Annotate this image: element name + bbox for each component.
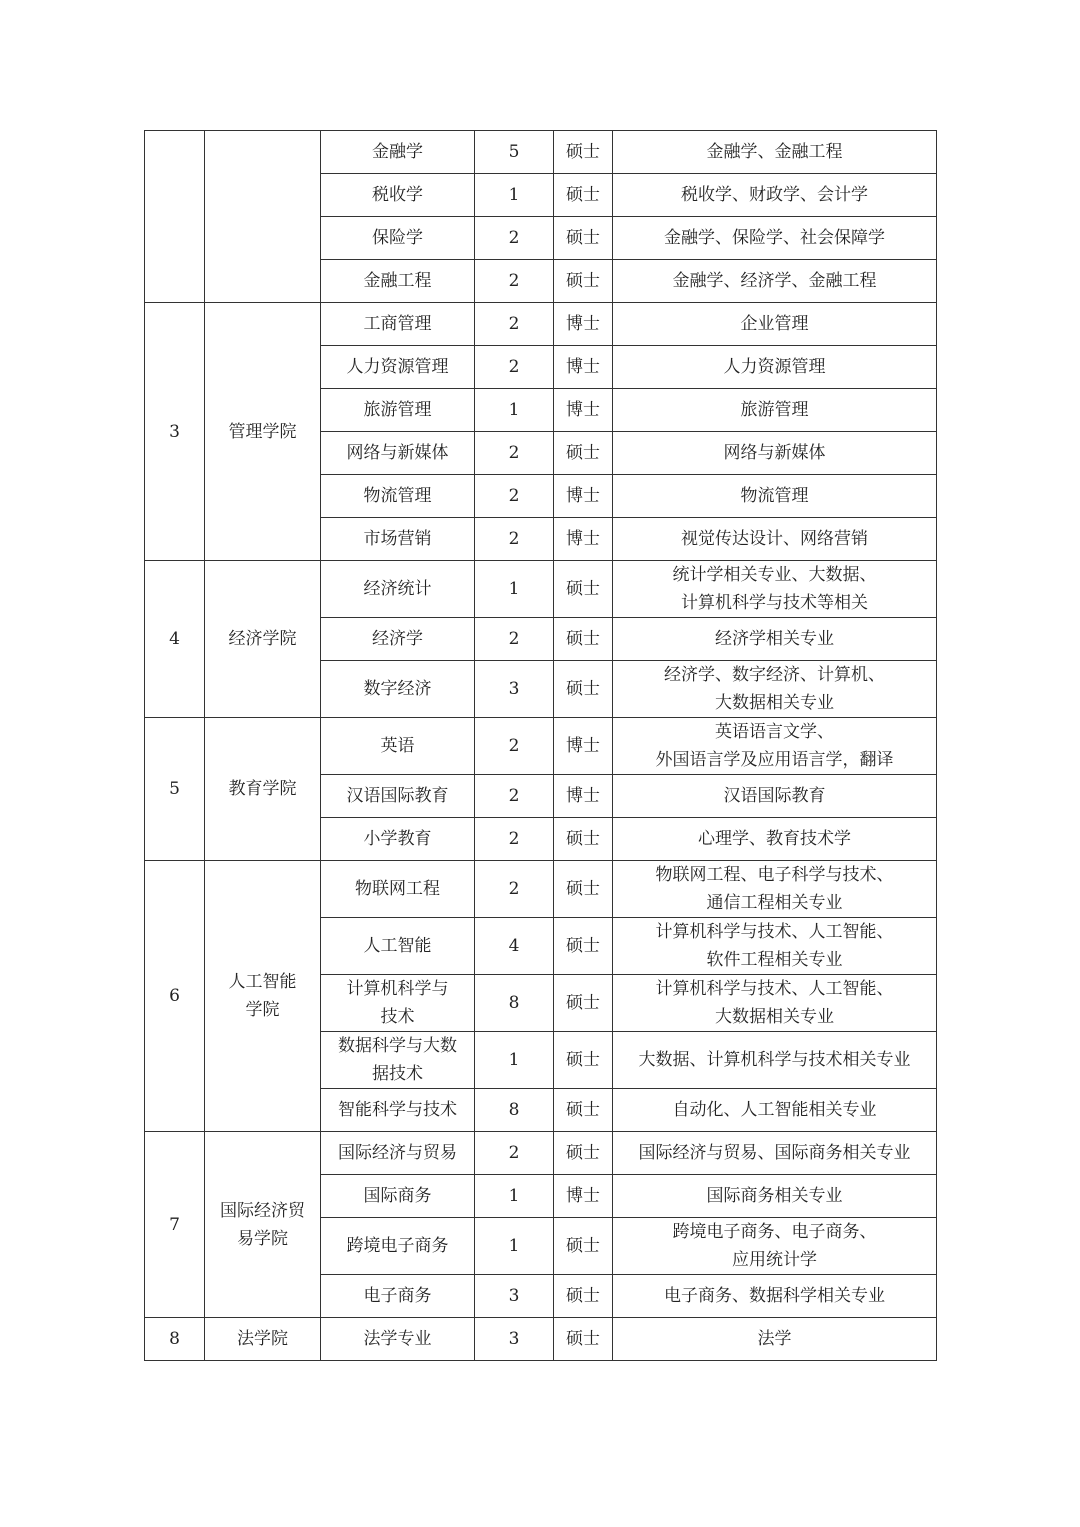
- degree-cell: 硕士: [554, 217, 613, 260]
- major-cell: 工商管理: [321, 303, 475, 346]
- count-cell: 3: [475, 1275, 554, 1318]
- degree-cell: 博士: [554, 303, 613, 346]
- degree-cell: 硕士: [554, 131, 613, 174]
- count-cell: 2: [475, 775, 554, 818]
- count-cell: 3: [475, 661, 554, 718]
- count-cell: 1: [475, 561, 554, 618]
- major-cell: 物流管理: [321, 475, 475, 518]
- major-cell: 英语: [321, 718, 475, 775]
- degree-cell: 硕士: [554, 1318, 613, 1361]
- degree-cell: 博士: [554, 346, 613, 389]
- major-cell: 数据科学与大数 据技术: [321, 1032, 475, 1089]
- count-cell: 2: [475, 818, 554, 861]
- count-cell: 2: [475, 518, 554, 561]
- table-row: [145, 303, 937, 346]
- major-cell: 跨境电子商务: [321, 1218, 475, 1275]
- requirement-cell: 汉语国际教育: [613, 775, 937, 818]
- count-cell: 5: [475, 131, 554, 174]
- college-cell: 经济学院: [205, 561, 321, 718]
- count-cell: 2: [475, 475, 554, 518]
- count-cell: 2: [475, 618, 554, 661]
- requirement-cell: 人力资源管理: [613, 346, 937, 389]
- requirement-cell: 计算机科学与技术、人工智能、 软件工程相关专业: [613, 918, 937, 975]
- major-cell: 智能科学与技术: [321, 1089, 475, 1132]
- count-cell: 2: [475, 217, 554, 260]
- group-number-cell: 3: [145, 303, 205, 561]
- table-row: [145, 131, 937, 174]
- requirement-cell: 跨境电子商务、电子商务、 应用统计学: [613, 1218, 937, 1275]
- major-cell: 网络与新媒体: [321, 432, 475, 475]
- major-cell: 小学教育: [321, 818, 475, 861]
- college-cell: 管理学院: [205, 303, 321, 561]
- degree-cell: 硕士: [554, 260, 613, 303]
- requirement-cell: 英语语言文学、 外国语言学及应用语言学，翻译: [613, 718, 937, 775]
- requirement-cell: 网络与新媒体: [613, 432, 937, 475]
- group-number-cell: 4: [145, 561, 205, 718]
- degree-cell: 硕士: [554, 861, 613, 918]
- degree-cell: 硕士: [554, 918, 613, 975]
- major-cell: 市场营销: [321, 518, 475, 561]
- count-cell: 3: [475, 1318, 554, 1361]
- group-number-cell: 8: [145, 1318, 205, 1361]
- degree-cell: 硕士: [554, 661, 613, 718]
- group-number-cell: [145, 131, 205, 303]
- requirement-cell: 企业管理: [613, 303, 937, 346]
- requirement-cell: 物联网工程、电子科学与技术、 通信工程相关专业: [613, 861, 937, 918]
- major-cell: 计算机科学与 技术: [321, 975, 475, 1032]
- college-cell: 国际经济贸 易学院: [205, 1132, 321, 1318]
- group-number-cell: 6: [145, 861, 205, 1132]
- table-row: [145, 718, 937, 775]
- table-row: [145, 1318, 937, 1361]
- group-number-cell: 5: [145, 718, 205, 861]
- requirement-cell: 税收学、财政学、会计学: [613, 174, 937, 217]
- table-row: [145, 561, 937, 618]
- major-cell: 法学专业: [321, 1318, 475, 1361]
- requirement-cell: 大数据、计算机科学与技术相关专业: [613, 1032, 937, 1089]
- requirement-cell: 电子商务、数据科学相关专业: [613, 1275, 937, 1318]
- degree-cell: 硕士: [554, 618, 613, 661]
- group-number-cell: 7: [145, 1132, 205, 1318]
- degree-cell: 博士: [554, 1175, 613, 1218]
- degree-cell: 硕士: [554, 1218, 613, 1275]
- recruitment-table: [144, 130, 937, 1361]
- count-cell: 4: [475, 918, 554, 975]
- degree-cell: 硕士: [554, 818, 613, 861]
- requirement-cell: 计算机科学与技术、人工智能、 大数据相关专业: [613, 975, 937, 1032]
- count-cell: 1: [475, 389, 554, 432]
- major-cell: 人力资源管理: [321, 346, 475, 389]
- requirement-cell: 自动化、人工智能相关专业: [613, 1089, 937, 1132]
- degree-cell: 博士: [554, 775, 613, 818]
- college-cell: 法学院: [205, 1318, 321, 1361]
- degree-cell: 硕士: [554, 1275, 613, 1318]
- major-cell: 经济学: [321, 618, 475, 661]
- major-cell: 国际经济与贸易: [321, 1132, 475, 1175]
- count-cell: 2: [475, 260, 554, 303]
- count-cell: 1: [475, 1175, 554, 1218]
- requirement-cell: 国际经济与贸易、国际商务相关专业: [613, 1132, 937, 1175]
- degree-cell: 博士: [554, 475, 613, 518]
- degree-cell: 硕士: [554, 975, 613, 1032]
- table-row: [145, 1132, 937, 1175]
- count-cell: 1: [475, 1032, 554, 1089]
- table-row: [145, 861, 937, 918]
- major-cell: 汉语国际教育: [321, 775, 475, 818]
- college-cell: 人工智能 学院: [205, 861, 321, 1132]
- requirement-cell: 旅游管理: [613, 389, 937, 432]
- requirement-cell: 金融学、保险学、社会保障学: [613, 217, 937, 260]
- degree-cell: 硕士: [554, 1089, 613, 1132]
- count-cell: 1: [475, 1218, 554, 1275]
- college-cell: 教育学院: [205, 718, 321, 861]
- major-cell: 物联网工程: [321, 861, 475, 918]
- requirement-cell: 经济学相关专业: [613, 618, 937, 661]
- degree-cell: 硕士: [554, 1032, 613, 1089]
- college-cell: [205, 131, 321, 303]
- degree-cell: 硕士: [554, 561, 613, 618]
- degree-cell: 硕士: [554, 174, 613, 217]
- count-cell: 8: [475, 975, 554, 1032]
- degree-cell: 博士: [554, 518, 613, 561]
- major-cell: 国际商务: [321, 1175, 475, 1218]
- requirement-cell: 金融学、金融工程: [613, 131, 937, 174]
- major-cell: 旅游管理: [321, 389, 475, 432]
- requirement-cell: 物流管理: [613, 475, 937, 518]
- requirement-cell: 经济学、数字经济、计算机、 大数据相关专业: [613, 661, 937, 718]
- major-cell: 金融工程: [321, 260, 475, 303]
- major-cell: 保险学: [321, 217, 475, 260]
- degree-cell: 博士: [554, 389, 613, 432]
- requirement-cell: 法学: [613, 1318, 937, 1361]
- count-cell: 2: [475, 1132, 554, 1175]
- count-cell: 8: [475, 1089, 554, 1132]
- requirement-cell: 金融学、经济学、金融工程: [613, 260, 937, 303]
- major-cell: 人工智能: [321, 918, 475, 975]
- count-cell: 1: [475, 174, 554, 217]
- major-cell: 经济统计: [321, 561, 475, 618]
- requirement-cell: 国际商务相关专业: [613, 1175, 937, 1218]
- requirement-cell: 心理学、教育技术学: [613, 818, 937, 861]
- count-cell: 2: [475, 346, 554, 389]
- requirement-cell: 视觉传达设计、网络营销: [613, 518, 937, 561]
- degree-cell: 硕士: [554, 1132, 613, 1175]
- count-cell: 2: [475, 303, 554, 346]
- degree-cell: 博士: [554, 718, 613, 775]
- requirement-cell: 统计学相关专业、大数据、 计算机科学与技术等相关: [613, 561, 937, 618]
- major-cell: 数字经济: [321, 661, 475, 718]
- major-cell: 电子商务: [321, 1275, 475, 1318]
- major-cell: 金融学: [321, 131, 475, 174]
- degree-cell: 硕士: [554, 432, 613, 475]
- count-cell: 2: [475, 718, 554, 775]
- count-cell: 2: [475, 861, 554, 918]
- count-cell: 2: [475, 432, 554, 475]
- major-cell: 税收学: [321, 174, 475, 217]
